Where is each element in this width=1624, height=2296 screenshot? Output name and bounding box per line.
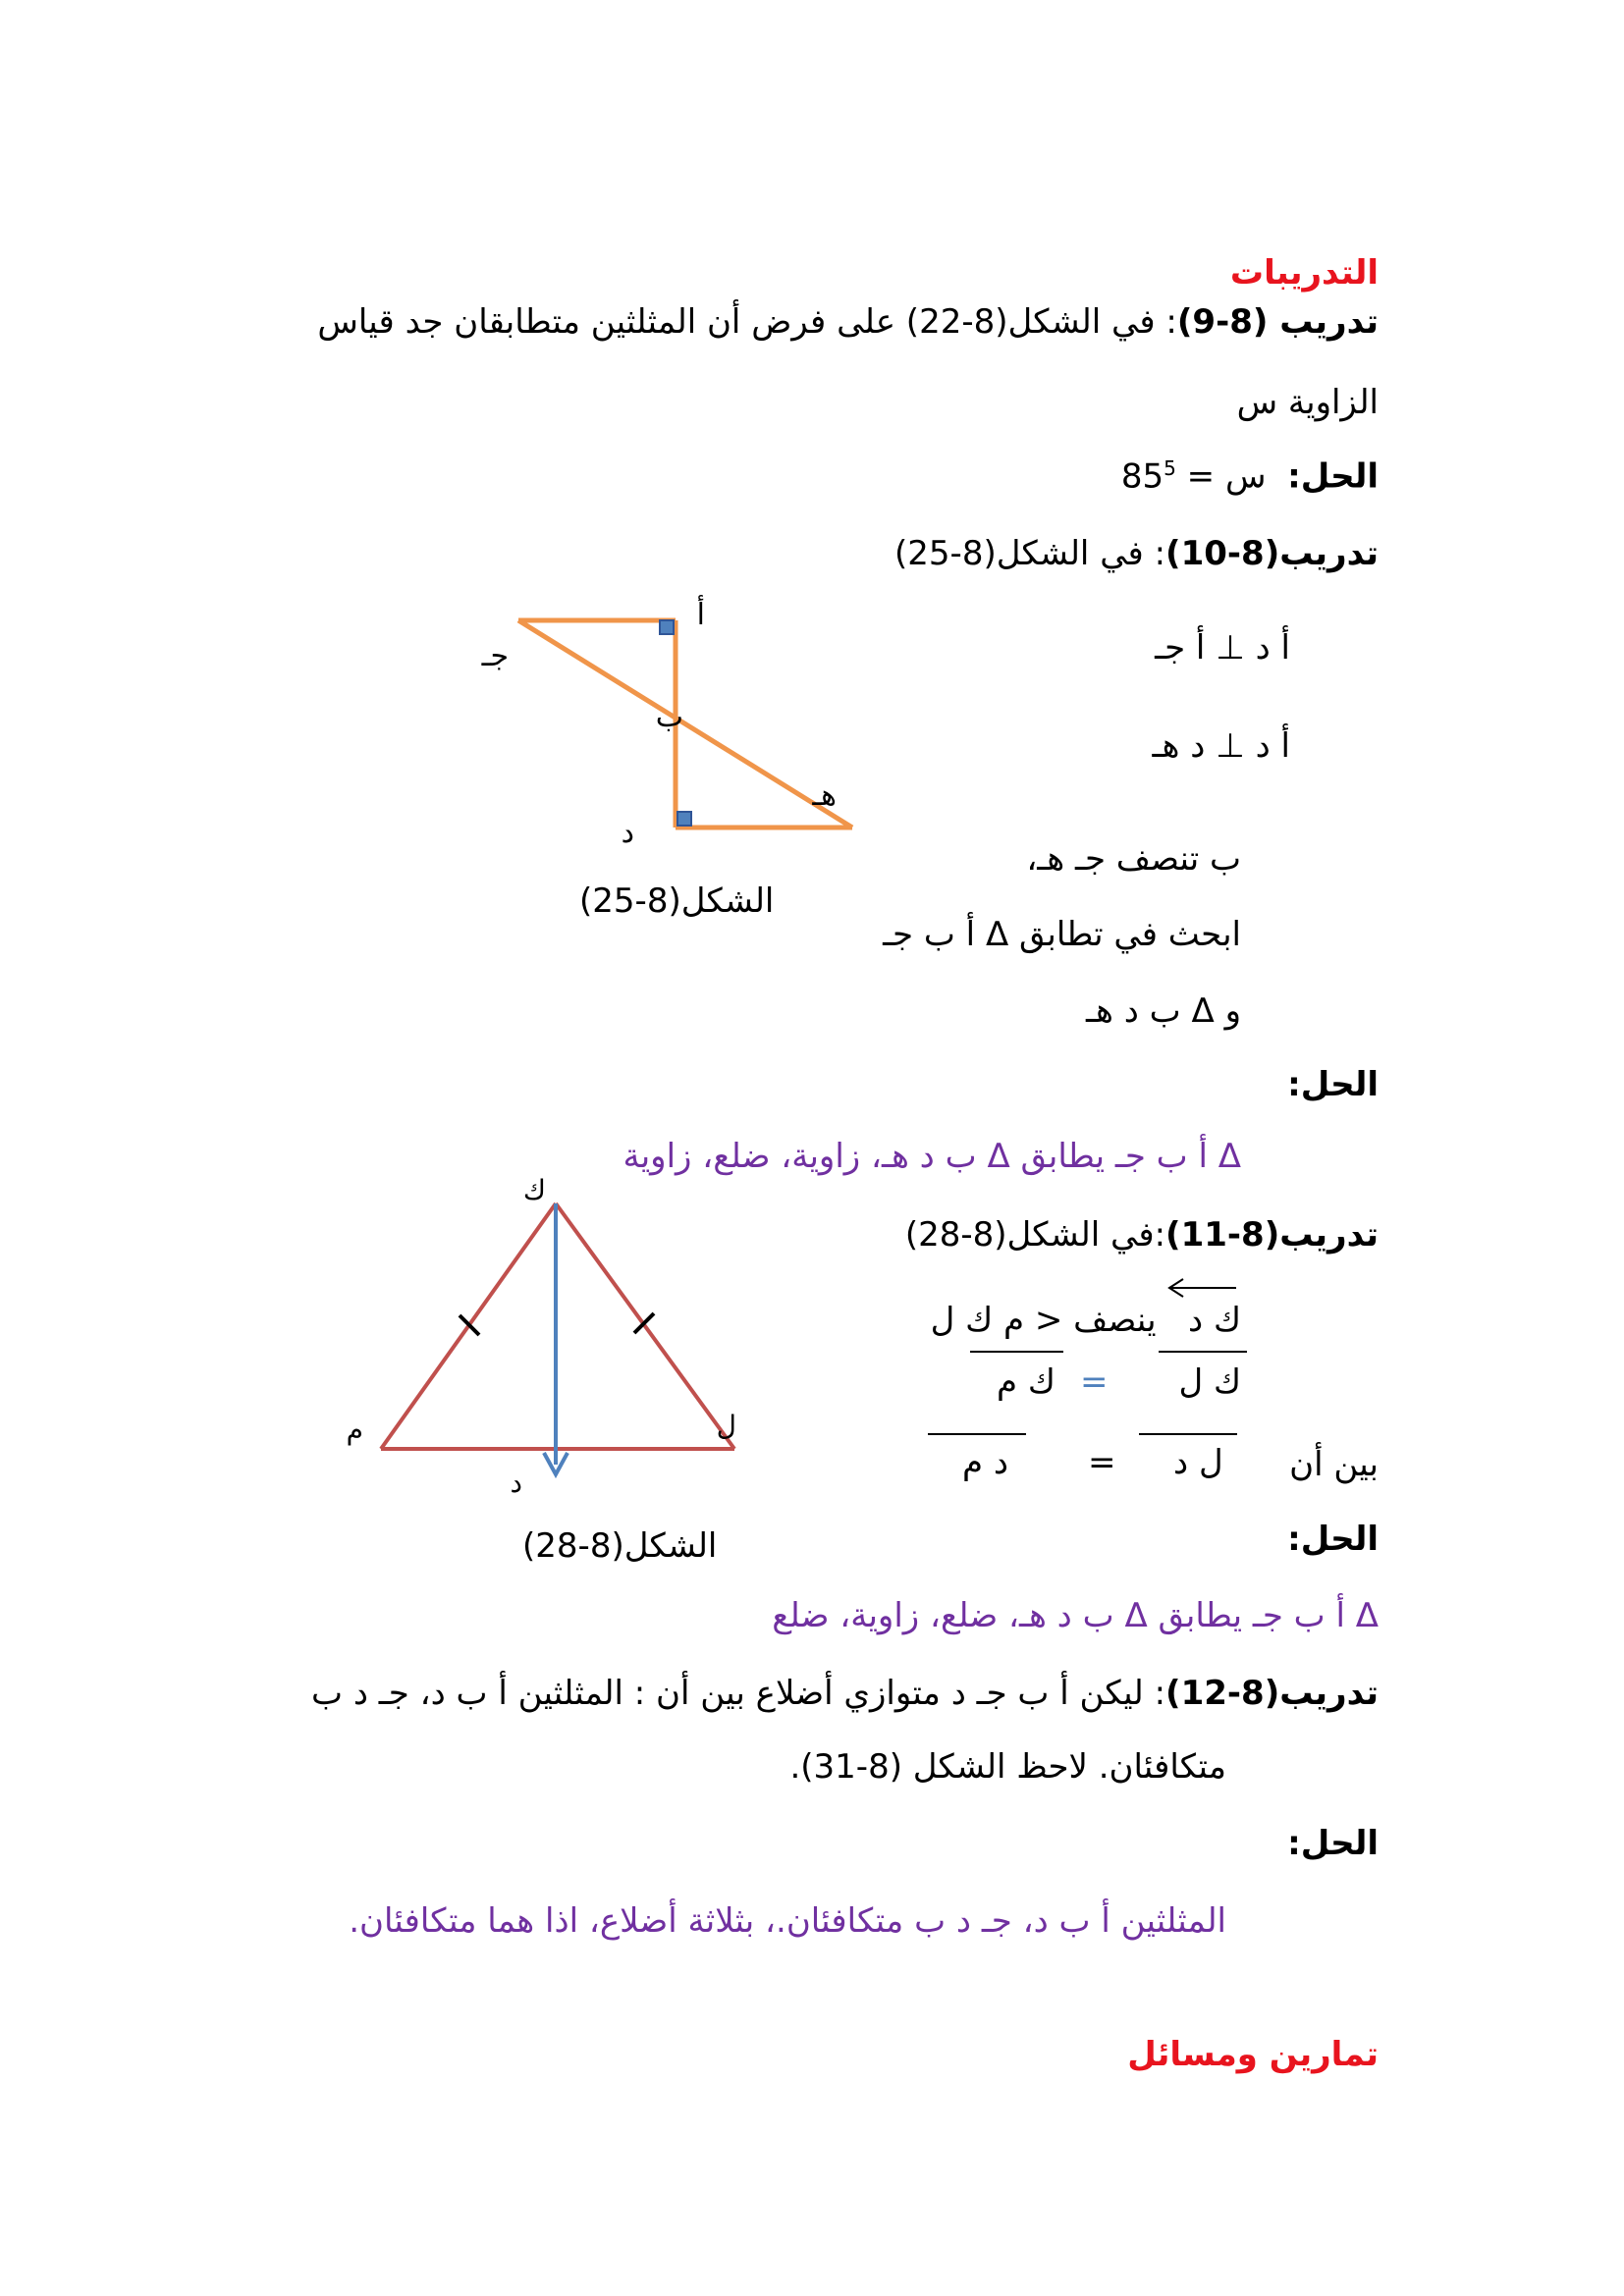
ray-kd: ك د bbox=[1188, 1301, 1241, 1340]
exercise-11-solution-text: Δ أ ب جـ يطابق Δ ب د هـ، ضلع، زاوية، ضلع bbox=[772, 1596, 1379, 1635]
section-heading-problems: تمارين ومسائل bbox=[1127, 2035, 1379, 2074]
label-m: م bbox=[346, 1414, 363, 1446]
exercise-12-line2: متكافئان. لاحظ الشكل (8-31). bbox=[789, 1747, 1226, 1787]
overline-ld bbox=[1139, 1433, 1237, 1435]
exercise-11-label: تدريب(8-11) bbox=[1165, 1215, 1379, 1255]
exercise-12-solution-text: المثلثين أ ب د، جـ د ب متكافئان.، بثلاثة أضلاع، اذا هما متكافئان. bbox=[349, 1901, 1226, 1941]
right-angle-marker-a bbox=[660, 620, 674, 634]
exercise-10-line1 bbox=[894, 534, 1379, 573]
right-angle-marker-d bbox=[677, 812, 691, 826]
label-d: د bbox=[621, 816, 634, 850]
section-heading-exercises: التدريبات bbox=[1229, 253, 1379, 293]
exercise-9-line1 bbox=[317, 302, 1379, 342]
figure-8-28 bbox=[346, 1168, 756, 1502]
exercise-10-given-5: و Δ ب د هـ bbox=[1086, 991, 1241, 1031]
segment-km: ك م bbox=[997, 1362, 1056, 1402]
exercise-12-solution-label: الحل: bbox=[1287, 1824, 1379, 1863]
ray-arrow-icon bbox=[1164, 1276, 1242, 1300]
bisects-angle-text: ينصف < م ك ل bbox=[930, 1301, 1157, 1340]
equals-sign-2: = bbox=[1088, 1443, 1116, 1482]
exercise-10-given-3: ب تنصف جـ هـ، bbox=[1026, 839, 1241, 879]
figure-8-25-caption: الشكل(8-25) bbox=[579, 881, 775, 921]
exercise-9-solution-sup: 5 bbox=[1164, 456, 1176, 480]
exercise-9-label: تدريب (8-9) bbox=[1176, 302, 1379, 342]
figure-8-25 bbox=[481, 598, 884, 864]
label-a: أ bbox=[696, 598, 705, 632]
overline-dm bbox=[928, 1433, 1026, 1435]
figure-8-28-caption: الشكل(8-28) bbox=[522, 1526, 718, 1566]
exercise-9-solution-expr: س = 85 bbox=[1120, 456, 1267, 497]
exercise-9-line2: الزاوية س bbox=[1236, 383, 1379, 422]
label-k: ك bbox=[522, 1174, 546, 1206]
overline-kl bbox=[1159, 1351, 1247, 1353]
side-k-l bbox=[556, 1203, 734, 1449]
exercise-11-solution-label: الحل: bbox=[1287, 1520, 1379, 1559]
equals-sign-1: = bbox=[1080, 1362, 1109, 1402]
exercise-9-solution: الحل: س = $85^5$ bbox=[1120, 456, 1379, 497]
exercise-9-solution-label: الحل bbox=[1300, 456, 1379, 497]
exercise-11-line1 bbox=[905, 1215, 1379, 1255]
exercise-10-given-1: أ د ⊥ أ جـ bbox=[1155, 628, 1290, 667]
exercise-12-text: : ليكن أ ب جـ د متوازي أضلاع بين أن : المثلثين أ ب د، جـ د ب bbox=[311, 1674, 1166, 1713]
label-j: جـ bbox=[481, 639, 509, 673]
exercise-11-text: :في الشكل(8-28) bbox=[904, 1215, 1166, 1255]
segment-dm: د م bbox=[962, 1443, 1008, 1482]
exercise-10-given-2: أ د ⊥ د هـ bbox=[1152, 726, 1290, 766]
label-b: ب bbox=[655, 700, 683, 734]
segment-kl: ك ل bbox=[1178, 1362, 1241, 1402]
segment-ld: ل د bbox=[1173, 1443, 1223, 1482]
exercise-10-solution-text: Δ أ ب جـ يطابق Δ ب د هـ، زاوية، ضلع، زاوية bbox=[623, 1137, 1241, 1176]
label-d: د bbox=[510, 1467, 522, 1499]
exercise-12-line1 bbox=[311, 1674, 1379, 1713]
show-that-text: بين أن bbox=[1289, 1445, 1379, 1484]
exercise-10-label: تدريب(8-10) bbox=[1165, 534, 1379, 573]
exercise-12-label: تدريب(8-12) bbox=[1165, 1674, 1379, 1713]
label-h: هـ bbox=[812, 778, 837, 813]
exercise-10-given-4: ابحث في تطابق Δ أ ب جـ bbox=[883, 915, 1241, 954]
label-l: ل bbox=[716, 1410, 736, 1442]
exercise-10-text: : في الشكل(8-25) bbox=[894, 534, 1166, 573]
overline-km bbox=[970, 1351, 1063, 1353]
exercise-10-solution-label: الحل: bbox=[1287, 1065, 1379, 1104]
exercise-9-text: : في الشكل(8-22) على فرض أن المثلثين متطابقان جد قياس bbox=[317, 302, 1177, 342]
exercise-11-given-1 bbox=[931, 1301, 1241, 1340]
segment-j-h bbox=[518, 620, 852, 828]
